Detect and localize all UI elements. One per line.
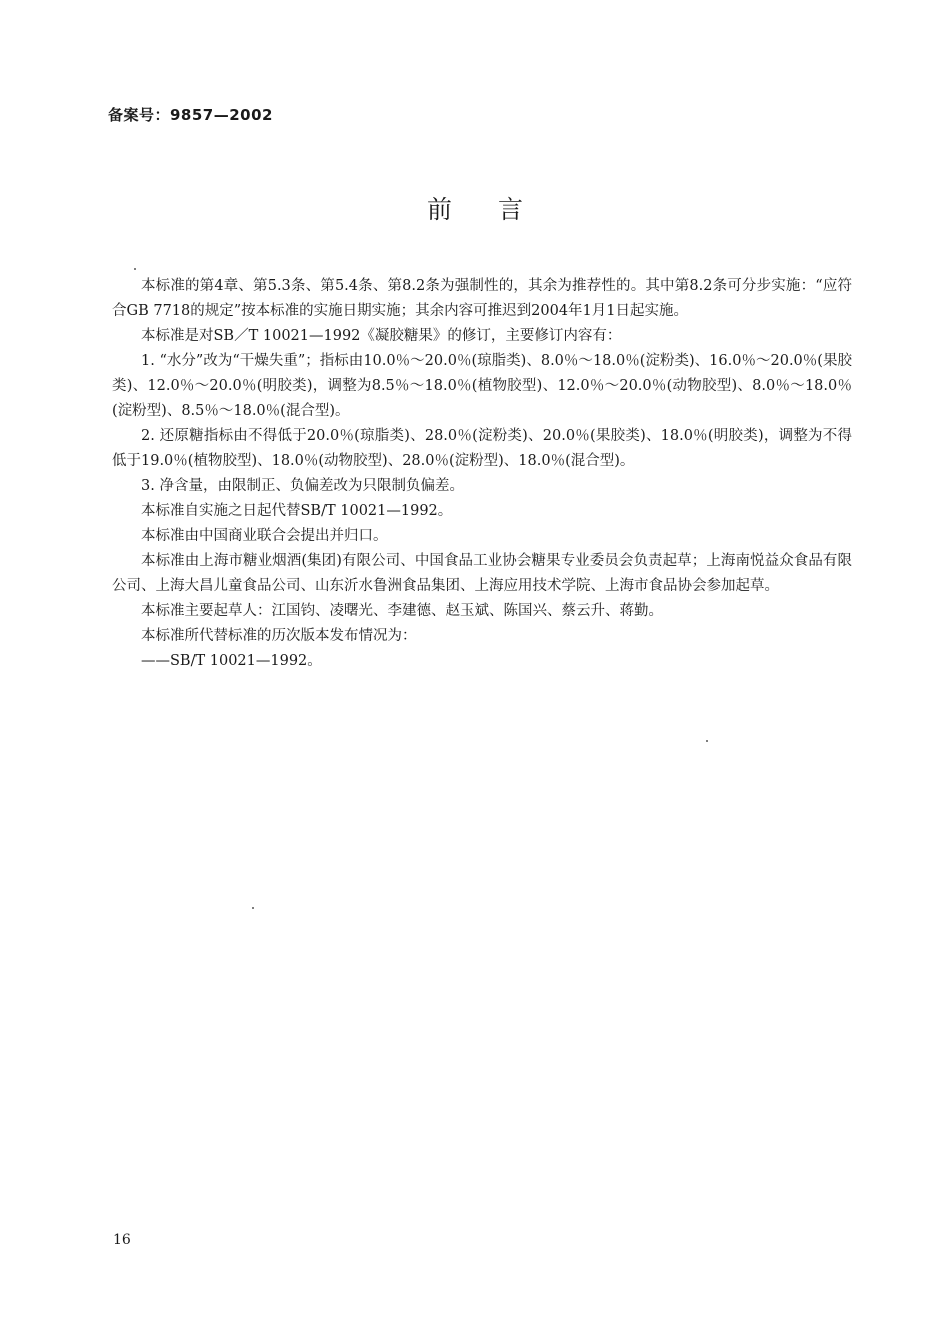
scan-speck bbox=[134, 268, 136, 270]
paragraph-revision-item-3: 3. 净含量，由限制正、负偏差改为只限制负偏差。 bbox=[141, 478, 464, 494]
scan-speck bbox=[252, 907, 254, 909]
paragraph-history-intro: 本标准所代替标准的历次版本发布情况为： bbox=[141, 628, 417, 644]
paragraph-replaces: 本标准自实施之日起代替SB/T 10021—1992。 bbox=[141, 503, 453, 519]
foreword-body bbox=[112, 274, 852, 674]
scan-speck bbox=[706, 740, 708, 742]
paragraph-mandatory-clauses: 本标准的第4章、第5.3条、第5.4条、第8.2条为强制性的，其余为推荐性的。其中第8.2条可分步实施：“应符合GB 7718的规定”按本标准的实施日期实施；其余内容可推迟到2004年1月1日起实施。 bbox=[112, 278, 852, 319]
page-title: 前言 bbox=[426, 195, 569, 224]
paragraph-revision-item-2: 2. 还原糖指标由不得低于20.0％(琼脂类)、28.0％(淀粉类)、20.0％(果胶类)、18.0％(明胶类)，调整为不得低于19.0％(植物胶型)、18.0％(动物胶型)、28.0％(淀粉型)、18.0％(混合型)。 bbox=[112, 428, 852, 469]
page-number: 16 bbox=[113, 1232, 131, 1248]
paragraph-revision-intro: 本标准是对SB／T 10021—1992《凝胶糖果》的修订，主要修订内容有： bbox=[141, 328, 622, 344]
paragraph-main-drafters: 本标准主要起草人：江国钧、凌曙光、李建德、赵玉斌、陈国兴、蔡云升、蒋勤。 bbox=[141, 603, 663, 619]
filing-number: 备案号：9857—2002 bbox=[108, 106, 273, 124]
paragraph-proposed-by: 本标准由中国商业联合会提出并归口。 bbox=[141, 528, 388, 544]
paragraph-revision-item-1: 1. “水分”改为“干燥失重”；指标由10.0％～20.0％(琼脂类)、8.0％～18.0％(淀粉类)、16.0％～20.0％(果胶类)、12.0％～20.0％(明胶类)，调整为8.5％～18.0％(植物胶型)、12.0％～20.0％(动物胶型)、8.0％～18.0％(淀粉型)、8.5％～18.0％(混合型)。 bbox=[112, 353, 852, 419]
paragraph-drafting-units: 本标准由上海市糖业烟酒(集团)有限公司、中国食品工业协会糖果专业委员会负责起草；上海南悦益众食品有限公司、上海大昌儿童食品公司、山东沂水鲁洲食品集团、上海应用技术学院、上海市食品协会参加起草。 bbox=[112, 553, 852, 594]
paragraph-history-item: ——SB/T 10021—1992。 bbox=[141, 653, 322, 669]
